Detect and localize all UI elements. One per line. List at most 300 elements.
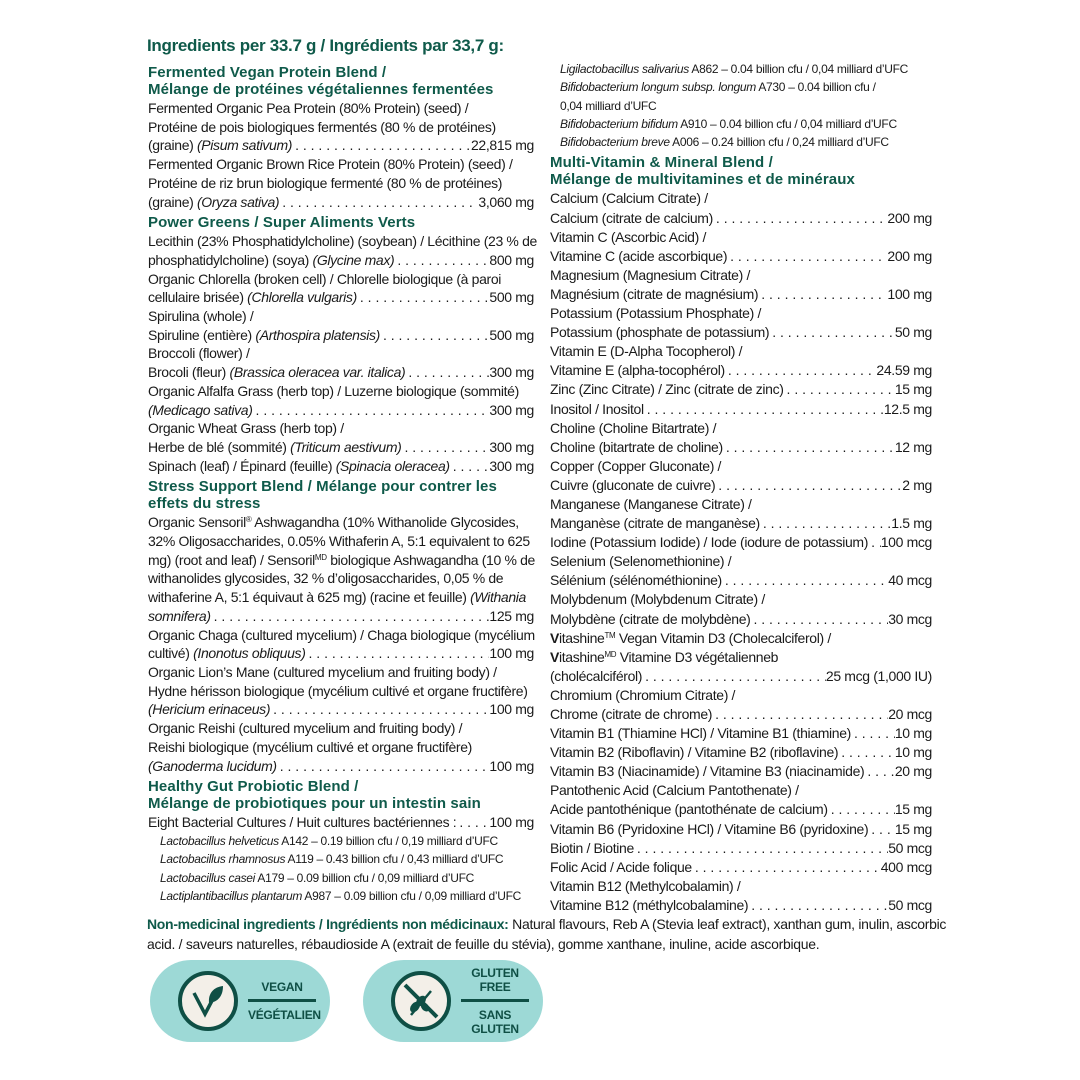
ingredient-item	[148, 719, 534, 775]
ingredient-line	[148, 232, 537, 251]
ingredient-text	[550, 458, 721, 474]
ingredient-item	[148, 270, 534, 307]
dot-leader	[769, 323, 895, 342]
section-heading	[148, 64, 534, 98]
text-segment: Protéine de pois biologiques fermentés (80 % de protéines)	[148, 118, 496, 135]
ingredient-amount: 15 mg	[894, 801, 932, 818]
ingredient-text	[148, 720, 462, 736]
ingredient-amount: 2 mg	[902, 476, 932, 493]
probiotic-strain	[148, 887, 534, 905]
text-segment: itashine	[559, 648, 605, 665]
ingredient-text	[550, 476, 715, 495]
ingredient-line	[148, 136, 534, 155]
text-segment: Lecithin (23% Phosphatidylcholine) (soybean) / Lécithine (23 % de	[148, 233, 537, 250]
heading-line: Mélange de protéines végétaliennes fermentées	[148, 81, 494, 98]
dot-leader	[644, 400, 884, 419]
ingredient-text	[148, 589, 526, 605]
ingredient-text	[160, 852, 503, 866]
ingredient-text	[560, 80, 876, 94]
text-segment: itashine	[559, 629, 605, 646]
ingredient-amount: 22,815 mg	[470, 137, 534, 154]
ingredient-amount: 50 mcg	[888, 839, 932, 856]
text-segment: withaferine A, 5:1 équivaut à 625 mg) (racine et feuille)	[148, 589, 471, 606]
ingredient-text	[550, 400, 644, 419]
latin-name: somnifera)	[148, 607, 211, 624]
text-segment: mg) (root and leaf) / Sensoril	[148, 551, 315, 568]
ingredient-line	[148, 307, 534, 326]
ingredient-item	[550, 743, 932, 762]
ingredient-line	[550, 342, 932, 361]
ingredient-text	[148, 308, 253, 324]
ingredient-line	[148, 251, 534, 270]
ingredient-item	[550, 724, 932, 743]
ingredient-text	[148, 363, 405, 382]
text-segment: Inositol / Inositol	[550, 400, 644, 417]
ingredient-text	[148, 457, 450, 476]
ingredient-amount: 500 mg	[489, 289, 534, 306]
text-segment: Vitamin B2 (Riboflavin) / Vitamine B2 (riboflavine)	[550, 744, 839, 761]
ingredient-text	[550, 514, 760, 533]
latin-name: Lactiplantibacillus plantarum	[160, 888, 303, 903]
ingredient-amount: 300 mg	[489, 438, 534, 455]
ingredient-amount: 800 mg	[489, 251, 534, 268]
ingredient-item	[550, 400, 932, 419]
dot-leader	[712, 705, 888, 724]
text-segment: 32% Oligosaccharides, 0.05% Withaferin A, 5:1 equivalent to 625	[148, 533, 530, 550]
ingredient-text	[550, 553, 731, 569]
ingredient-line	[550, 648, 932, 667]
trademark-mark: ®	[245, 515, 252, 525]
text-segment: Spinach (leaf) / Épinard (feuille)	[148, 457, 336, 474]
ingredient-line	[550, 514, 932, 533]
dot-leader	[277, 757, 490, 776]
ingredient-line	[148, 288, 534, 307]
dot-leader	[725, 361, 877, 380]
ingredient-amount: 3,060 mg	[478, 193, 534, 210]
latin-name: Bifidobacterium longum subsp. longum	[560, 80, 756, 95]
dot-leader	[292, 136, 471, 155]
text-segment: Potassium (Potassium Phosphate) /	[550, 305, 761, 322]
text-segment: Vitamin B3 (Niacinamide) / Vitamine B3 (niacinamide)	[550, 763, 865, 780]
ingredient-text	[550, 782, 799, 798]
dot-leader	[715, 476, 902, 495]
ingredient-amount: 10 mg	[894, 725, 932, 742]
text-segment: Vitamin B12 (Methylcobalamin) /	[550, 877, 741, 894]
text-segment: Choline (Choline Bitartrate) /	[550, 419, 717, 436]
ingredient-line	[550, 762, 932, 781]
ingredient-text	[550, 438, 723, 457]
text-segment: Fermented Organic Brown Rice Protein (80% Protein) (seed) /	[148, 156, 513, 173]
heading-line: Fermented Vegan Protein Blend /	[148, 64, 387, 81]
ingredient-item	[550, 457, 932, 495]
text-segment: cellulaire brisée)	[148, 289, 248, 306]
ingredient-text	[550, 229, 706, 245]
ingredient-text	[148, 683, 528, 699]
ingredient-line	[550, 590, 932, 609]
ingredient-text	[550, 323, 769, 342]
ingredient-text	[550, 380, 784, 399]
ingredient-text	[148, 100, 468, 116]
text-segment: Organic Sensoril	[148, 514, 246, 531]
latin-name: (Oryza sativa)	[196, 193, 280, 210]
ingredient-line	[550, 285, 932, 304]
ingredient-item	[550, 629, 932, 686]
section-heading	[148, 214, 534, 231]
ingredient-text	[550, 724, 851, 743]
ingredient-line	[550, 839, 932, 858]
heading-line: Mélange de probiotiques pour un intestin sain	[148, 795, 481, 813]
ingredient-amount: 10 mg	[894, 744, 932, 761]
probiotic-strain	[550, 78, 932, 115]
text-segment: Vitamin B1 (Thiamine HCl) / Vitamine B1 (thiamine)	[550, 725, 851, 742]
text-segment: Vitamin E (D-Alpha Tocopherol) /	[550, 343, 743, 360]
text-segment: Magnésium (citrate de magnésium)	[550, 285, 759, 302]
ingredient-item	[550, 495, 932, 533]
ingredient-text	[148, 420, 344, 436]
ingredient-line	[550, 858, 932, 877]
ingredient-line	[550, 438, 932, 457]
text-segment: Spiruline (entière)	[148, 326, 256, 343]
text-segment: Protéine de riz brun biologique fermenté (80 % de protéines)	[148, 174, 503, 191]
probiotic-strain	[550, 60, 932, 78]
ingredient-amount: 300 mg	[489, 364, 534, 381]
ingredient-text	[550, 762, 864, 781]
ingredient-item	[148, 663, 534, 719]
ingredient-text	[550, 247, 727, 266]
ingredient-line	[550, 533, 932, 552]
text-segment: Manganese (Manganese Citrate) /	[550, 495, 752, 512]
text-segment: Calcium (citrate de calcium)	[550, 209, 713, 226]
ingredient-amount: 125 mg	[489, 607, 534, 624]
ingredient-amount: 15 mg	[894, 381, 932, 398]
ingredient-amount: 30 mcg	[888, 610, 932, 627]
ingredient-item	[550, 877, 932, 915]
ingredient-amount: 24.59 mg	[876, 362, 932, 379]
ingredient-item	[148, 457, 534, 476]
ingredient-line	[550, 323, 932, 342]
ingredient-item	[148, 344, 534, 381]
text-segment: A142 – 0.19 billion cfu / 0,19 milliard d’UFC	[278, 833, 498, 848]
ingredient-text	[550, 343, 742, 359]
ingredient-line	[550, 820, 932, 839]
ingredient-item	[148, 307, 534, 344]
ingredient-item	[550, 686, 932, 724]
text-segment: Hydne hérisson biologique (mycélium cultivé et organe fructifère)	[148, 682, 528, 699]
ingredient-text	[148, 813, 456, 832]
probiotic-strain	[550, 133, 932, 151]
latin-name: (Hericium erinaceus)	[148, 701, 271, 718]
ingredient-text	[550, 800, 828, 819]
text-segment: Organic Wheat Grass (herb top) /	[148, 420, 344, 437]
ingredient-line	[148, 401, 534, 420]
text-segment: Eight Bacterial Cultures / Huit cultures bactériennes :	[148, 814, 457, 831]
ingredient-text	[550, 420, 716, 436]
ingredient-text	[148, 700, 270, 719]
ingredient-line	[148, 626, 534, 645]
text-segment: Reishi biologique (mycélium cultivé et organe fructifère)	[148, 738, 472, 755]
ingredient-text	[550, 571, 722, 590]
text-segment: (graine)	[148, 193, 197, 210]
ingredient-line	[550, 552, 932, 571]
text-segment: Pantothenic Acid (Calcium Pantothenate) /	[550, 782, 799, 799]
text-segment: Zinc (Zinc Citrate) / Zinc (citrate de zinc)	[550, 381, 784, 398]
probiotic-strain	[148, 869, 534, 887]
ingredient-item	[550, 342, 932, 380]
ingredient-line	[148, 513, 534, 532]
ingredient-text	[148, 233, 537, 249]
ingredient-item	[148, 382, 534, 419]
dot-leader	[760, 514, 891, 533]
dot-leader	[868, 820, 895, 839]
ingredient-text	[148, 345, 249, 361]
text-segment: Organic Reishi (cultured mycelium and fruiting body) /	[148, 720, 463, 737]
dot-leader	[634, 839, 888, 858]
non-medicinal-label: Non-medicinal ingredients / Ingrédients non médicinaux:	[147, 916, 509, 932]
dot-leader	[450, 457, 490, 476]
text-segment: Cuivre (gluconate de cuivre)	[550, 476, 716, 493]
dot-leader	[828, 800, 895, 819]
ingredient-amount: 200 mg	[887, 247, 932, 264]
ingredient-line	[550, 476, 932, 495]
ingredient-text	[148, 383, 519, 399]
vegan-label-fr: VÉGÉTALIEN	[248, 1008, 321, 1022]
text-segment: Magnesium (Magnesium Citrate) /	[550, 266, 750, 283]
ingredient-text	[160, 871, 474, 885]
text-segment: Organic Alfalfa Grass (herb top) / Luzerne biologique (sommité)	[148, 382, 519, 399]
ingredient-text	[148, 438, 401, 457]
latin-name: Lactobacillus casei	[160, 870, 256, 885]
vegan-badge	[150, 960, 330, 1042]
ingredient-text	[560, 62, 908, 76]
ingredient-text	[560, 135, 889, 149]
ingredient-text	[560, 117, 897, 131]
ingredient-line	[148, 457, 534, 476]
gluten-free-badge	[363, 960, 543, 1042]
text-segment: Vitamine B12 (méthylcobalamine)	[550, 896, 749, 913]
ingredient-line	[550, 304, 932, 323]
text-segment: (graine)	[148, 137, 197, 154]
ingredient-line	[148, 551, 534, 570]
text-segment: Vitamin C (Ascorbic Acid) /	[550, 228, 707, 245]
ingredient-amount: 12 mg	[894, 438, 932, 455]
ingredient-item	[550, 590, 932, 628]
ingredient-line	[148, 270, 534, 289]
ingredient-text	[148, 607, 211, 626]
dot-leader	[838, 743, 895, 762]
ingredient-text	[550, 591, 765, 607]
dot-leader	[357, 288, 490, 307]
ingredient-line	[148, 719, 534, 738]
text-segment: Herbe de blé (sommité)	[148, 438, 291, 455]
ingredient-line	[550, 247, 932, 266]
ingredient-line	[148, 193, 534, 212]
dot-leader	[401, 438, 489, 457]
latin-name: (Inonotus obliquus)	[193, 645, 306, 662]
dot-leader	[784, 380, 895, 399]
ingredient-text	[550, 820, 868, 839]
latin-name: (Spinacia oleracea)	[335, 457, 450, 474]
ingredient-text	[148, 175, 502, 191]
section-heading	[550, 154, 932, 188]
heading-line: Multi-Vitamin & Mineral Blend /	[550, 154, 773, 172]
text-segment: Chrome (citrate de chrome)	[550, 706, 713, 723]
text-segment: Molybdène (citrate de molybdène)	[550, 610, 751, 627]
ingredient-line	[550, 705, 932, 724]
ingredient-line	[550, 266, 932, 285]
ingredient-text	[160, 834, 498, 848]
trademark-mark: TM	[604, 630, 616, 640]
text-segment: Vitamin B6 (Pyridoxine HCl) / Vitamine B6 (pyridoxine)	[550, 820, 869, 837]
ingredient-line	[560, 97, 932, 115]
ingredient-text	[148, 193, 279, 212]
ingredient-line	[560, 78, 932, 96]
ingredient-text	[148, 326, 380, 345]
text-segment: Sélénium (sélénométhionine)	[550, 572, 722, 589]
ingredients-title: Ingredients per 33.7 g / Ingrédients par 33,7 g:	[147, 36, 504, 55]
text-segment: Organic Lion’s Mane (cultured mycelium and fruiting body) /	[148, 663, 497, 680]
dot-leader	[851, 724, 895, 743]
ingredient-line	[550, 724, 932, 743]
ingredient-text	[148, 156, 513, 172]
text-segment: 0,04 milliard d’UFC	[560, 98, 657, 113]
non-medicinal-ingredients	[147, 914, 947, 954]
ingredient-line	[148, 344, 534, 363]
heading-line: Healthy Gut Probiotic Blend /	[148, 778, 359, 796]
ingredient-amount: 1.5 mg	[891, 515, 932, 532]
ingredient-amount: 200 mg	[887, 209, 932, 226]
heading-line: effets du stress	[148, 495, 261, 513]
dot-leader	[713, 209, 887, 228]
ingredient-amount: 20 mcg	[888, 706, 932, 723]
bold-letter: V	[550, 648, 559, 665]
latin-name: Lactobacillus rhamnosus	[160, 852, 286, 867]
dot-leader	[723, 438, 895, 457]
latin-name: (Chlorella vulgaris)	[247, 289, 357, 306]
ingredient-item	[550, 189, 932, 227]
ingredient-text	[148, 251, 394, 270]
ingredient-line	[560, 60, 932, 78]
ingredient-line	[550, 686, 932, 705]
ingredient-text	[550, 743, 838, 762]
ingredient-text	[550, 839, 634, 858]
ingredient-amount: 100 mg	[887, 285, 932, 302]
ingredient-text	[550, 305, 761, 321]
ingredient-amount: 400 mcg	[880, 858, 932, 875]
ingredient-line	[148, 607, 534, 626]
ingredient-line	[148, 155, 534, 174]
vegan-label: VEGAN	[248, 980, 316, 1002]
ingredient-text	[550, 705, 712, 724]
latin-name: (Brassica oleracea var. italica)	[229, 364, 406, 381]
text-segment: phosphatidylcholine) (soya)	[148, 251, 313, 268]
ingredient-item	[550, 533, 932, 552]
text-segment: Selenium (Selenomethionine) /	[550, 553, 732, 570]
ingredient-line	[148, 174, 534, 193]
text-segment: Organic Chlorella (broken cell) / Chlorelle biologique (à paroi	[148, 270, 502, 287]
ingredient-item	[550, 228, 932, 266]
text-segment: Acide pantothénique (pantothénate de calcium)	[550, 801, 828, 818]
ingredient-amount: 100 mcg	[880, 534, 932, 551]
heading-line: Power Greens / Super Aliments Verts	[148, 214, 416, 232]
latin-name: (Triticum aestivum)	[290, 438, 402, 455]
text-segment: Vitamine D3 végétalienneb	[616, 648, 779, 665]
dot-leader	[727, 247, 887, 266]
ingredient-line	[550, 419, 932, 438]
text-segment: Broccoli (flower) /	[148, 345, 250, 362]
text-segment: A987 – 0.09 billion cfu / 0,09 milliard d’UFC	[302, 888, 522, 903]
ingredient-amount: 12.5 mg	[883, 400, 932, 417]
ingredient-amount: 300 mg	[489, 457, 534, 474]
dot-leader	[748, 896, 888, 915]
ingredient-amount: 25 mcg (1,000 IU)	[825, 667, 932, 684]
non-medicinal-text: Natural flavours, Reb A (Stevia leaf extract), xanthan gum, inulin, ascorbic acid. / saveurs naturelles, rébaudioside A (extrait de feuille du stévia), gomme xanthane, inuline, acide ascorbique.	[147, 916, 947, 952]
ingredient-text	[550, 878, 740, 894]
ingredient-line	[148, 757, 534, 776]
ingredient-text	[550, 209, 713, 228]
latin-name: Lactobacillus helveticus	[160, 833, 279, 848]
ingredient-line	[550, 400, 932, 419]
ingredient-line	[550, 571, 932, 590]
ingredient-text	[550, 361, 725, 380]
ingredient-item	[550, 266, 932, 304]
ingredient-line	[148, 700, 534, 719]
text-segment: A730 – 0.04 billion cfu /	[755, 80, 876, 95]
ingredient-line	[550, 800, 932, 819]
latin-name: Ligilactobacillus salivarius	[560, 62, 689, 76]
dot-leader	[279, 193, 478, 212]
dot-leader	[758, 285, 887, 304]
ingredient-line	[160, 850, 534, 868]
latin-name: (Arthospira platensis)	[255, 326, 380, 343]
text-segment: Spirulina (whole) /	[148, 308, 254, 325]
dot-leader	[270, 700, 489, 719]
vegan-leaf-icon	[178, 971, 238, 1031]
ingredient-amount: 100 mg	[489, 757, 534, 774]
ingredient-line	[550, 781, 932, 800]
latin-name: (Ganoderma lucidum)	[148, 757, 277, 774]
text-segment: Manganèse (citrate de manganèse)	[550, 515, 760, 532]
text-segment: Molybdenum (Molybdenum Citrate) /	[550, 591, 765, 608]
ingredient-amount: 50 mg	[894, 324, 932, 341]
text-segment: A119 – 0.43 billion cfu / 0,43 milliard d’UFC	[285, 852, 504, 867]
ingredient-line	[148, 738, 534, 757]
ingredient-text	[550, 267, 750, 283]
ingredient-line	[550, 495, 932, 514]
dot-leader	[722, 571, 888, 590]
dot-leader	[253, 401, 490, 420]
ingredient-text	[550, 190, 708, 206]
probiotic-strain	[148, 850, 534, 868]
ingredient-text	[550, 610, 750, 629]
ingredient-amount: 100 mg	[489, 701, 534, 718]
ingredient-line	[148, 644, 534, 663]
dot-leader	[405, 363, 489, 382]
ingredient-amount: 40 mcg	[888, 572, 932, 589]
text-segment: Vitamine C (acide ascorbique)	[550, 247, 728, 264]
ingredient-text	[550, 496, 752, 512]
ingredient-item	[550, 839, 932, 858]
ingredient-text	[550, 896, 748, 915]
ingredient-line	[560, 133, 932, 151]
ingredient-line	[148, 813, 534, 832]
ingredient-item	[148, 99, 534, 155]
ingredient-line	[550, 361, 932, 380]
dot-leader	[380, 326, 489, 345]
ingredient-line	[148, 438, 534, 457]
ingredient-line	[550, 610, 932, 629]
ingredient-item	[550, 781, 932, 819]
latin-name: (Medicago sativa)	[148, 401, 253, 418]
